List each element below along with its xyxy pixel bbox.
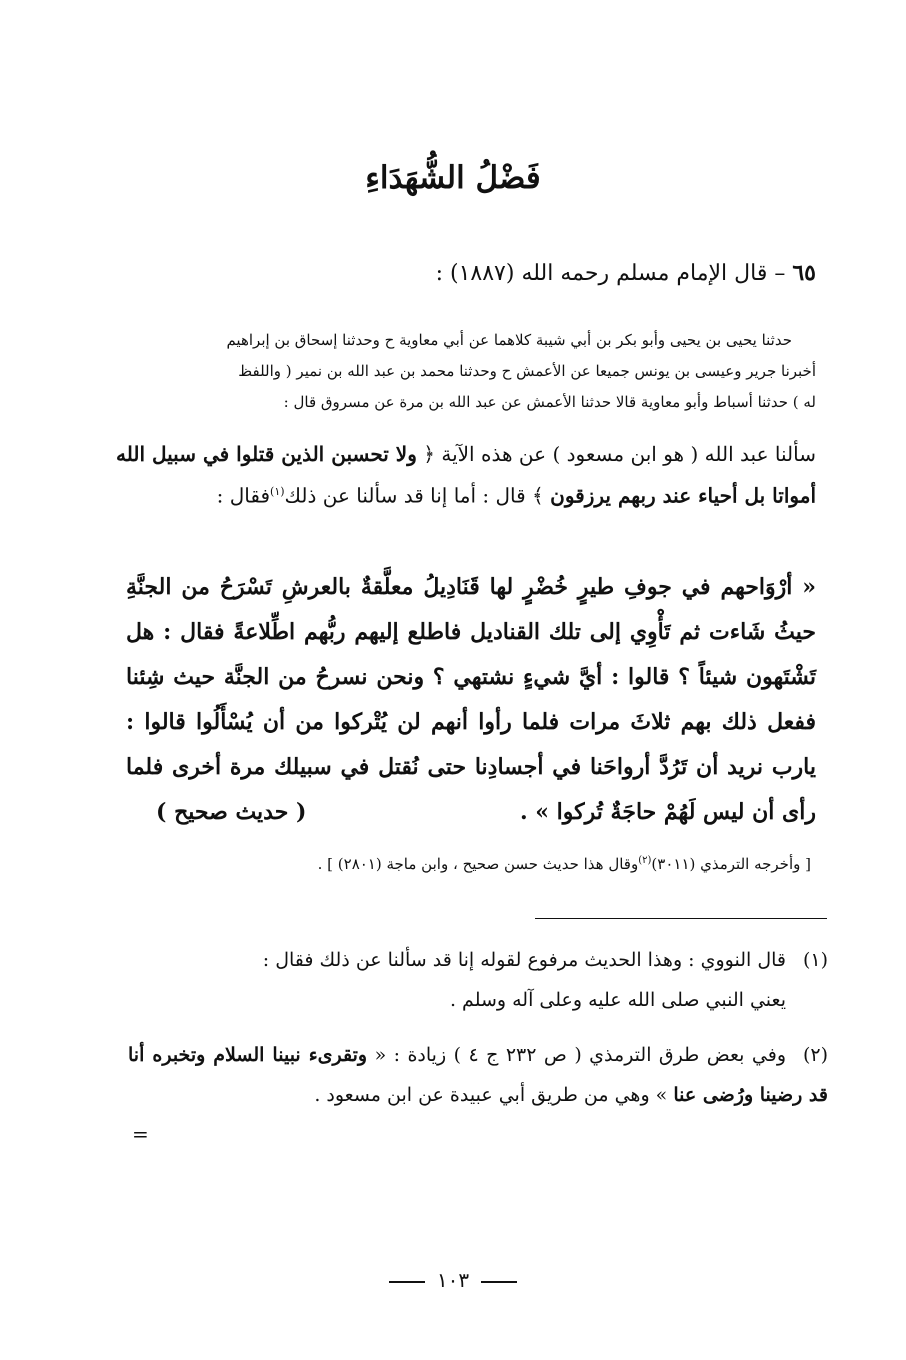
hadith-intro: – قال الإمام مسلم رحمه الله (١٨٨٧) : — [435, 261, 786, 286]
hadith-matn — [126, 565, 816, 835]
footnote-1-line-2: يعني النبي صلى الله عليه وعلى آله وسلم . — [449, 989, 786, 1011]
footnote-2-text-b: » وهي من طريق أبي عبيدة عن ابن مسعود . — [314, 1084, 668, 1106]
hadith-number: ٦٥ — [792, 260, 816, 286]
page-number — [0, 1268, 906, 1292]
chapter-title: فَضْلُ الشُّهَدَاءِ — [365, 160, 541, 196]
matn-text: « أرْوَاحهم في جوفِ طيرٍ خُضْرٍ لها قَنَادِيلُ معلَّقةٌ بالعرشِ تَسْرَحُ من الجنَّةِ حيثُ شَاءت ثم تَأْوِي إلى تلك القناديل فاطلع إليهم ربُّهم اطِّلاعةً فقال : هل تَشْتَهون شيئاً ؟ قالوا : أيَّ شيءٍ نشتهي ؟ ونحن نسرحُ من الجنَّة حيث شِئنا ففعل ذلك بهم ثلاثَ مرات فلما رأوا أنهم لن يُتْركوا من أن يُسْأَلُوا قالوا : يارب نريد أن تَرُدَّ أرواحَنا في أجسادِنا حتى نُقتل في سبيلك مرة أخرى فلما رأى أن ليس لَهُمْ حاجَةٌ تُركوا » . — [126, 574, 816, 825]
page-number-dash-right — [481, 1281, 517, 1283]
footnote-1 — [128, 940, 828, 1020]
footnote-2-text-a: وفي بعض طرق الترمذي ( ص ٢٣٢ ج ٤ ) زيادة : « — [374, 1044, 786, 1066]
question-text-b: ﴾ قال : أما إنا قد سألنا عن ذلك — [284, 483, 544, 508]
takhrij — [131, 855, 811, 873]
takhrij-text-b: وقال هذا حديث حسن صحيح ، وابن ماجة (٢٨٠١) ] . — [317, 855, 639, 873]
question-text-c: فقال : — [216, 483, 271, 508]
hadith-heading — [116, 260, 816, 286]
isnad-line-3: له ) حدثنا أسباط وأبو معاوية قالا حدثنا الأعمش عن عبد الله بن مرة عن مسروق قال : — [283, 393, 816, 411]
footnote-ref-1: (١) — [270, 485, 285, 498]
page-number-value: ١٠٣ — [436, 1268, 470, 1292]
question-paragraph — [116, 435, 816, 515]
isnad-line-2: أخبرنا جرير وعيسى بن يونس جميعا عن الأعمش ح وحدثنا محمد بن عبد الله بن نمير ( واللفظ — [238, 362, 816, 380]
page-number-dash-left — [389, 1281, 425, 1283]
isnad-line-1: حدثنا يحيى بن يحيى وأبو بكر بن أبي شيبة كلاهما عن أبي معاوية ح وحدثنا إسحاق بن إبراهيم — [226, 331, 792, 349]
continuation-mark: = — [132, 1122, 149, 1146]
footnote-2-mark: (٢) — [802, 1044, 828, 1066]
takhrij-text-a: [ وأخرجه الترمذي (٣٠١١) — [651, 855, 811, 873]
footnote-ref-2: (٢) — [638, 855, 652, 866]
quran-verse: ولا تحسبن الذين قتلوا في سبيل الله أمواتا بل أحياء عند ربهم يرزقون — [116, 442, 816, 508]
footnote-2 — [128, 1035, 828, 1115]
footnote-separator — [535, 918, 827, 919]
footnote-1-line-1: قال النووي : وهذا الحديث مرفوع لقوله إنا قد سألنا عن ذلك فقال : — [262, 949, 786, 971]
footnote-1-mark: (١) — [802, 949, 828, 971]
footnote-2-bold: وتقرىء نبينا السلام وتخبره أنا قد رضينا ورُضى عنا — [128, 1044, 828, 1106]
question-text-a: سألنا عبد الله ( هو ابن مسعود ) عن هذه الآية ﴿ — [423, 442, 816, 466]
hadith-grade: ( حديث صحيح ) — [156, 799, 307, 825]
isnad — [126, 325, 816, 418]
